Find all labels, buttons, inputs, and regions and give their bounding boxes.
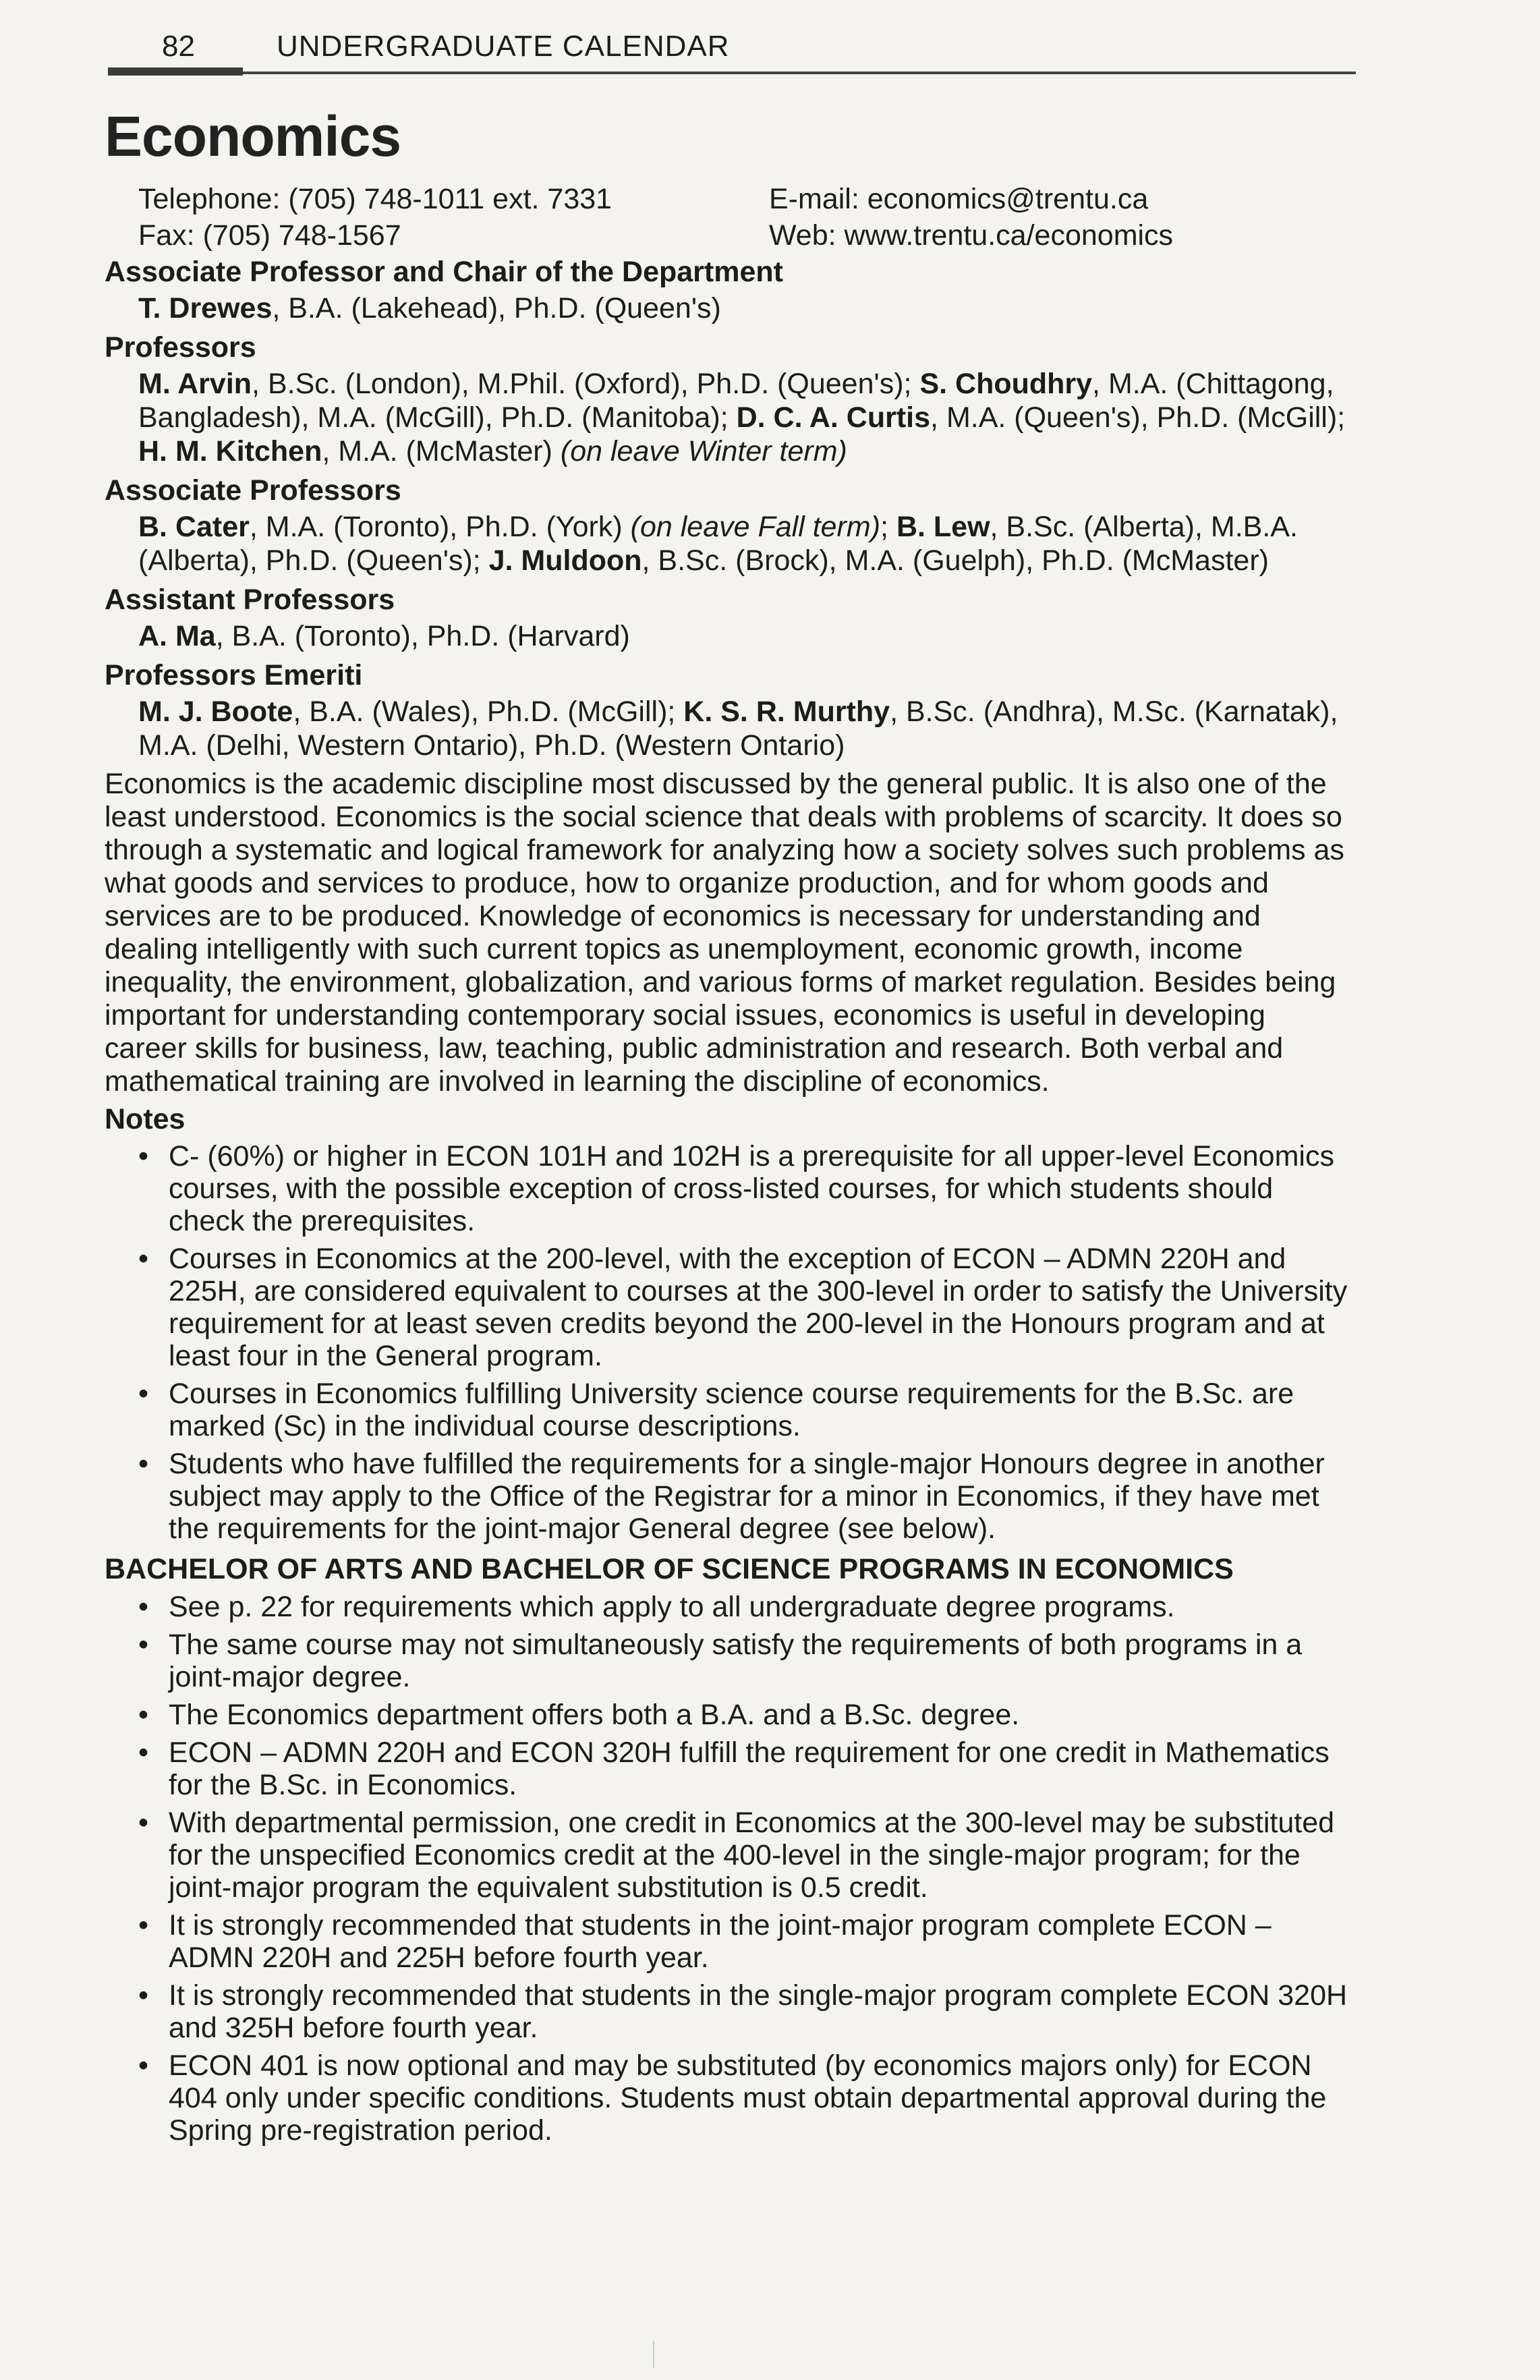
separator: ; [880, 511, 896, 543]
leave-note: (on leave Winter term) [560, 435, 847, 468]
faculty-name: H. M. Kitchen [138, 435, 322, 468]
notes-heading: Notes [105, 1103, 186, 1135]
faculty-credentials: , B.Sc. (Alberta), M.B.A. (Alberta), Ph.D. (Queen's); [138, 511, 1298, 577]
faculty-credentials: , B.Sc. (Andhra), M.Sc. (Karnatak), M.A. (Delhi, Western Ontario), Ph.D. (Western Ontario) [138, 696, 1338, 762]
programs-heading: BACHELOR OF ARTS AND BACHELOR OF SCIENCE PROGRAMS IN ECONOMICS [105, 1553, 1234, 1585]
faculty-name: M. J. Boote [138, 696, 293, 728]
header-rule-thick [108, 67, 243, 76]
contact-block [105, 181, 1352, 254]
associate-professors-list [138, 510, 1352, 577]
intro-paragraph: Economics is the academic discipline most discussed by the general public. It is also one of the least understood. Economics is the social science that deals with problems of scarcity. It does so through a systematic and logical framework for analyzing how a society solves such problems as what goods and services to produce, how to organize production, and for whom goods and services are to be produced. Knowledge of economics is necessary for understanding and dealing intelligently with such current topics as unemployment, economic growth, income inequality, the environment, globalization, and various forms of market regulation. Besides being important for understanding contemporary social issues, economics is useful in developing career skills for business, law, teaching, public administration and research. Both verbal and mathematical training are involved in learning the discipline of economics. [105, 768, 1344, 1098]
faculty-credentials: , B.A. (Wales), Ph.D. (McGill); [293, 696, 684, 728]
emeriti-list [138, 695, 1352, 762]
faculty-name: B. Cater [138, 511, 250, 543]
faculty-name: B. Lew [896, 511, 990, 543]
faculty-credentials: , B.A. (Lakehead), Ph.D. (Queen's) [272, 292, 721, 324]
faculty-credentials: , M.A. (McMaster) [322, 435, 561, 468]
faculty-name: K. S. R. Murthy [683, 696, 890, 728]
page-content [105, 105, 1352, 2152]
assistant-professors-list [138, 619, 1352, 653]
associate-professors-heading: Associate Professors [105, 474, 401, 507]
program-item: • It is strongly recommended that students in the single-major program complete ECON 320H and 325H before fourth year. [105, 1979, 1352, 2044]
faculty-credentials: , B.A. (Toronto), Ph.D. (Harvard) [215, 620, 630, 652]
email: E-mail: economics@trentu.ca [769, 183, 1149, 215]
contact-right [769, 181, 1173, 254]
assistant-professors-heading: Assistant Professors [105, 584, 395, 616]
program-item: • The same course may not simultaneously satisfy the requirements of both programs in a joint-major degree. [105, 1628, 1352, 1693]
note-item: • C- (60%) or higher in ECON 101H and 102H is a prerequisite for all upper-level Economics courses, with the possible exception of cross-listed courses, for which students should check the prerequisites. [105, 1140, 1352, 1237]
faculty-credentials: , M.A. (Toronto), Ph.D. (York) [249, 511, 631, 543]
faculty-name: S. Choudhry [919, 368, 1093, 400]
faculty-name: J. Muldoon [488, 544, 642, 577]
faculty-name: A. Ma [138, 620, 216, 652]
running-title: UNDERGRADUATE CALENDAR [277, 30, 730, 63]
contact-left [138, 181, 612, 254]
emeriti-heading: Professors Emeriti [105, 659, 363, 691]
faculty-credentials: , M.A. (Queen's), Ph.D. (McGill); [930, 401, 1346, 434]
note-item: • Students who have fulfilled the requirements for a single-major Honours degree in another subject may apply to the Office of the Registrar for a minor in Economics, if they have met the requirements for the joint-major General degree (see below). [105, 1448, 1352, 1545]
faculty-name: T. Drewes [138, 292, 273, 324]
notes-list [105, 1140, 1352, 1545]
web: Web: www.trentu.ca/economics [769, 219, 1174, 252]
fax: Fax: (705) 748-1567 [138, 219, 401, 252]
chair-list [138, 291, 1352, 325]
faculty-credentials: , B.Sc. (Brock), M.A. (Guelph), Ph.D. (McMaster) [641, 544, 1269, 577]
faculty-credentials: , B.Sc. (London), M.Phil. (Oxford), Ph.D. (Queen's); [252, 368, 920, 400]
faculty-credentials: , M.A. (Chittagong, Bangladesh), M.A. (McGill), Ph.D. (Manitoba); [138, 368, 1334, 434]
header-rule-thin [243, 72, 1356, 74]
program-item: • It is strongly recommended that students in the joint-major program complete ECON – ADMN 220H and 225H before fourth year. [105, 1909, 1352, 1974]
professors-list [138, 367, 1352, 468]
faculty-name: D. C. A. Curtis [736, 401, 931, 434]
program-item: • See p. 22 for requirements which apply to all undergraduate degree programs. [105, 1591, 1352, 1623]
note-item: • Courses in Economics fulfilling University science course requirements for the B.Sc. are marked (Sc) in the individual course descriptions. [105, 1378, 1352, 1442]
program-item: • ECON – ADMN 220H and ECON 320H fulfill the requirement for one credit in Mathematics for the B.Sc. in Economics. [105, 1736, 1352, 1801]
page-number: 82 [162, 30, 195, 63]
program-item: • The Economics department offers both a B.A. and a B.Sc. degree. [105, 1699, 1352, 1731]
chair-heading: Associate Professor and Chair of the Department [105, 256, 783, 288]
scan-mark [653, 2341, 654, 2368]
leave-note: (on leave Fall term) [630, 511, 881, 543]
faculty-name: M. Arvin [138, 368, 252, 400]
page-header [108, 27, 1356, 74]
program-item: • ECON 401 is now optional and may be substituted (by economics majors only) for ECON 404 only under specific conditions. Students must obtain departmental approval during the Spring pre-registration period. [105, 2049, 1352, 2147]
note-item: • Courses in Economics at the 200-level, with the exception of ECON – ADMN 220H and 225H, are considered equivalent to courses at the 300-level in order to satisfy the University requirement for at least seven credits beyond the 200-level in the Honours program and at least four in the General program. [105, 1243, 1352, 1372]
professors-heading: Professors [105, 331, 256, 364]
department-title: Economics [105, 105, 401, 168]
telephone: Telephone: (705) 748-1011 ext. 7331 [138, 183, 612, 215]
program-item: • With departmental permission, one credit in Economics at the 300-level may be substituted for the unspecified Economics credit at the 400-level in the single-major program; for the joint-major program the equivalent substitution is 0.5 credit. [105, 1807, 1352, 1904]
programs-list [105, 1591, 1352, 2147]
